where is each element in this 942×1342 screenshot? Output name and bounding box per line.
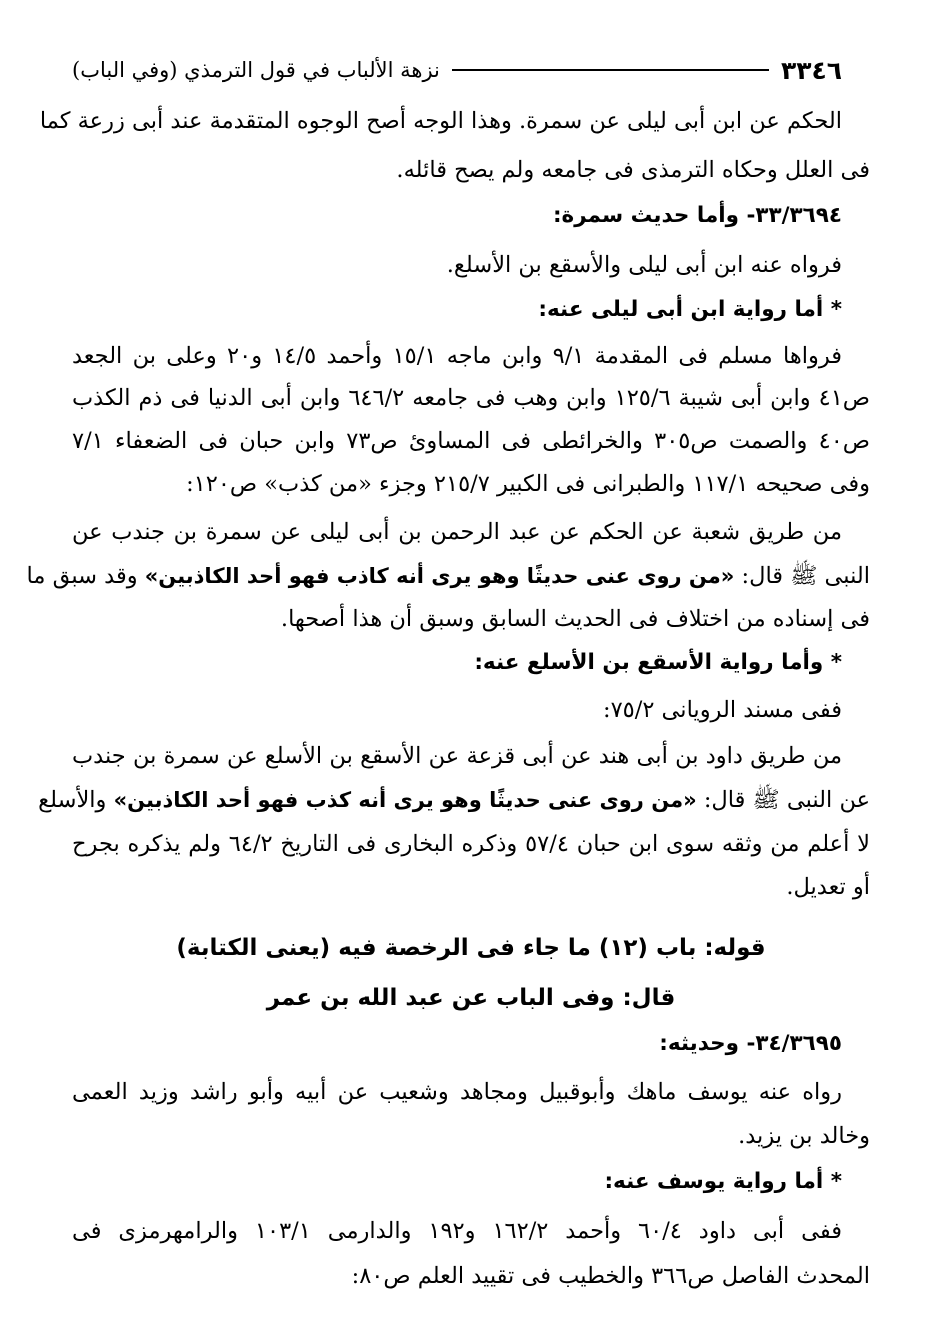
header-rule (452, 69, 769, 71)
text-line: من طريق داود بن أبى هند عن أبى قزعة عن الأسقع بن الأسلع عن سمرة بن جندب (72, 743, 842, 769)
text-line: فى العلل وحكاه الترمذى فى جامعه ولم يصح قائله. (396, 157, 870, 183)
text-line (38, 782, 870, 820)
line-suffix: وقد سبق ما (26, 563, 138, 589)
text-line: وخالد بن يزيد. (738, 1123, 870, 1149)
text-line: ص٤١ وابن أبى شيبة ١٢٥/٦ وابن وهب فى جامعه ٦٤٦/٢ وابن أبى الدنيا فى ذم الكذب (72, 385, 870, 411)
running-title: نزهة الألباب في قول الترمذي (وفي الباب) (72, 58, 440, 82)
hadith-quote: «من روى عنى حديثًا وهو يرى أنه كاذب فهو أحد الكاذبين» (144, 564, 735, 588)
page-number: ٣٣٤٦ (780, 55, 842, 85)
text-line: وفى صحيحه ١١٧/١ والطبرانى فى الكبير ٢١٥/٧ وجزء «من كذب» ص١٢٠: (186, 471, 870, 497)
chapter-heading: قوله: باب (١٢) ما جاء فى الرخصة فيه (يعنى الكتابة) (176, 935, 766, 961)
section-heading: ٣٤/٣٦٩٥- وحديثه: (659, 1031, 842, 1056)
line-prefix: عن النبى ﷺ قال: (696, 787, 870, 813)
text-line: ص٤٠ والصمت ص٣٠٥ والخرائطى فى المساوئ ص٧٣ وابن حبان فى الضعفاء ٧/١ (72, 428, 870, 454)
text-line: المحدث الفاصل ص٣٦٦ والخطيب فى تقييد العلم ص٨٠: (351, 1263, 870, 1289)
text-line: رواه عنه يوسف ماهك وأبوقبيل ومجاهد وشعيب عن أبيه وأبو راشد وزيد العمى (72, 1079, 842, 1105)
line-prefix: النبى ﷺ قال: (734, 563, 870, 589)
hadith-quote: «من روى عنى حديثًا وهو يرى أنه كذب فهو أحد الكاذبين» (113, 788, 697, 812)
text-line: أو تعديل. (786, 874, 870, 900)
line-suffix: والأسلع (38, 787, 107, 813)
text-line: الحكم عن ابن أبى ليلى عن سمرة. وهذا الوجه أصح الوجوه المتقدمة عند أبى زرعة كما (39, 108, 842, 134)
text-line: ففى مسند الرويانى ٧٥/٢: (602, 697, 842, 723)
text-line: فرواها مسلم فى المقدمة ٩/١ وابن ماجه ١٥/١ وأحمد ١٤/٥ و٢٠ وعلى بن الجعد (72, 343, 842, 369)
page-header (72, 52, 842, 88)
subsection-heading: * وأما رواية الأسقع بن الأسلع عنه: (474, 650, 842, 675)
section-heading: ٣٣/٣٦٩٤- وأما حديث سمرة: (552, 203, 842, 228)
subsection-heading: * أما رواية ابن أبى ليلى عنه: (538, 297, 842, 322)
text-line (26, 558, 870, 596)
text-line: فرواه عنه ابن أبى ليلى والأسقع بن الأسلع. (446, 252, 842, 278)
text-line: فى إسناده من اختلاف فى الحديث السابق وسبق أن هذا أصحها. (280, 606, 870, 632)
subsection-heading: * أما رواية يوسف عنه: (604, 1169, 842, 1194)
chapter-subheading: قال: وفى الباب عن عبد الله بن عمر (266, 985, 676, 1011)
text-line: من طريق شعبة عن الحكم عن عبد الرحمن بن أبى ليلى عن سمرة بن جندب عن (72, 519, 842, 545)
text-line: لا أعلم من وثقه سوى ابن حبان ٥٧/٤ وذكره البخارى فى التاريخ ٦٤/٢ ولم يذكره بجرح (72, 831, 870, 857)
text-line: ففى أبى داود ٦٠/٤ وأحمد ١٦٢/٢ و١٩٢ والدارمى ١٠٣/١ والرامهرمزى فى (72, 1218, 842, 1244)
